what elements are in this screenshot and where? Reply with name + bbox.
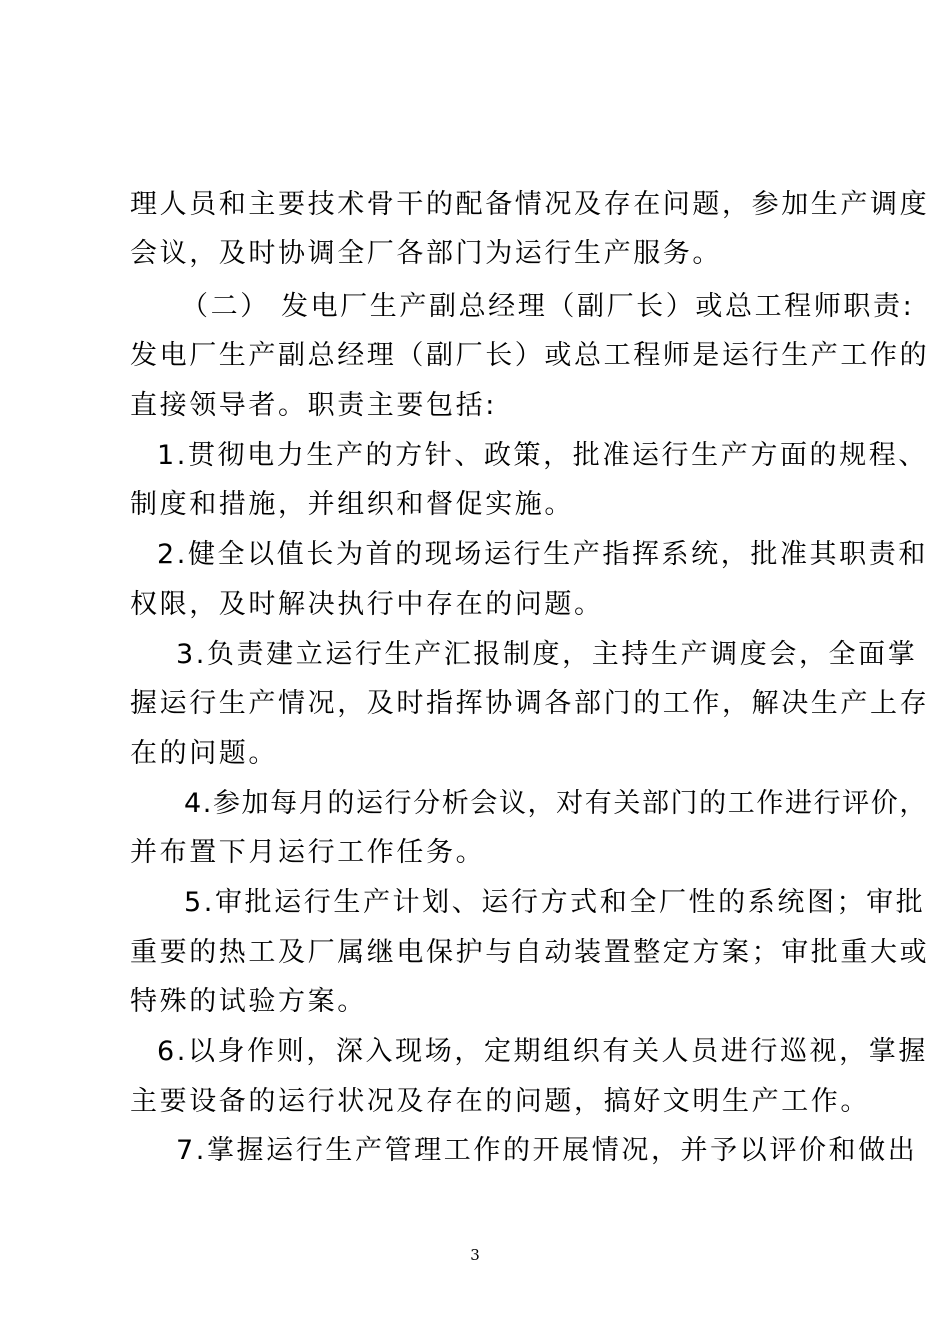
list-item-3-line: 握运行生产情况，及时指挥协调各部门的工作，解决生产上存 — [130, 688, 930, 719]
paragraph-line: 理人员和主要技术骨干的配备情况及存在问题，参加生产调度 — [130, 189, 930, 220]
paragraph-line: 发电厂生产副总经理（副厂长）或总工程师是运行生产工作的 — [130, 340, 930, 371]
page-number: 3 — [470, 1246, 480, 1264]
paragraph-line: 会议，及时协调全厂各部门为运行生产服务。 — [130, 238, 722, 269]
list-item-3-line: 3.负责建立运行生产汇报制度，主持生产调度会，全面掌 — [176, 639, 918, 670]
section-heading: （二） 发电厂生产副总经理（副厂长）或总工程师职责: — [181, 291, 915, 322]
list-item-3-line: 在的问题。 — [130, 738, 278, 769]
list-item-4-line: 4.参加每月的运行分析会议，对有关部门的工作进行评价， — [184, 788, 928, 819]
list-item-7-line: 7.掌握运行生产管理工作的开展情况，并予以评价和做出 — [176, 1135, 918, 1166]
list-item-6-line: 主要设备的运行状况及存在的问题，搞好文明生产工作。 — [130, 1086, 870, 1117]
list-item-5-line: 特殊的试验方案。 — [130, 986, 367, 1017]
list-item-2-line: 权限，及时解决执行中存在的问题。 — [130, 589, 604, 620]
list-item-2-line: 2.健全以值长为首的现场运行生产指挥系统，批准其职责和 — [157, 539, 928, 570]
paragraph-line: 直接领导者。职责主要包括: — [130, 390, 497, 421]
list-item-1-line: 制度和措施，并组织和督促实施。 — [130, 489, 574, 520]
list-item-5-line: 重要的热工及厂属继电保护与自动装置整定方案；审批重大或 — [130, 937, 930, 968]
list-item-5-line: 5.审批运行生产计划、运行方式和全厂性的系统图；审批 — [184, 887, 926, 918]
list-item-1-line: 1.贯彻电力生产的方针、政策，批准运行生产方面的规程、 — [157, 440, 928, 471]
list-item-6-line: 6.以身作则，深入现场，定期组织有关人员进行巡视，掌握 — [157, 1036, 928, 1067]
list-item-4-line: 并布置下月运行工作任务。 — [130, 837, 486, 868]
